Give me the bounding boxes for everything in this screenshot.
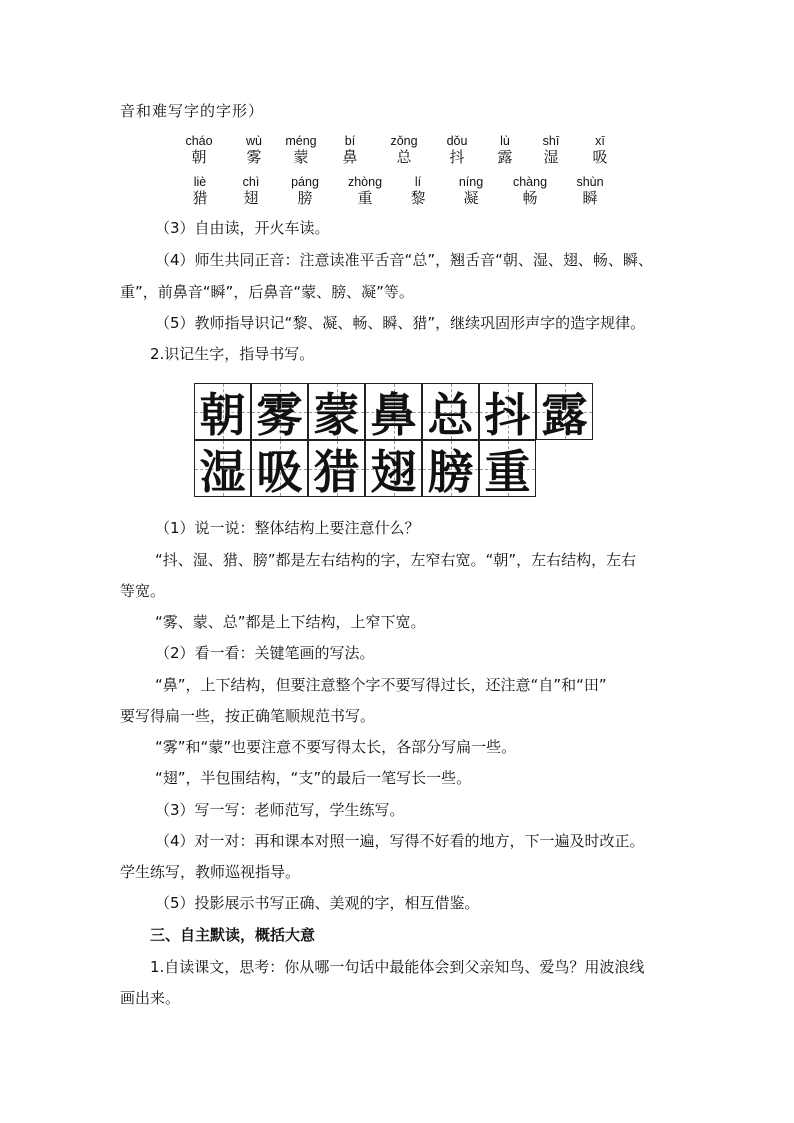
pinyin: chì [242,175,260,189]
pinyin: shī [542,134,560,148]
hanzi: 瞬 [582,189,598,207]
pinyin: chàng [512,175,548,189]
pinyin: dǒu [446,134,468,148]
pinyin-row-2 [0,175,794,215]
grid-character: 翅 [370,444,417,499]
grid-character: 露 [541,387,588,442]
hanzi: 翅 [243,189,259,207]
hanzi: 猎 [192,189,208,207]
pinyin: bí [344,134,356,148]
pinyin: lù [500,134,510,148]
hanzi: 朝 [191,148,207,166]
text-line: （5）教师指导识记“黎、凝、畅、瞬、猎”，继续巩固形声字的造字规律。 [155,314,646,332]
text-line: “雾”和“蒙”也要注意不要写得太长，各部分写扁一些。 [155,738,517,756]
grid-cell [251,440,308,497]
hanzi: 湿 [543,148,559,166]
text-line: 重”，前鼻音“瞬”，后鼻音“蒙、膀、凝”等。 [120,283,414,301]
hanzi: 雾 [246,148,262,166]
pinyin: cháo [185,134,213,148]
grid-cell [194,383,251,440]
text-line: （4）师生共同正音：注意读准平舌音“总”，翘舌音“朝、湿、翅、畅、瞬、 [155,251,653,269]
pinyin-item [565,134,635,166]
text-line: “雾、蒙、总”都是上下结构，上窄下宽。 [155,613,426,631]
pinyin-item [555,175,625,207]
hanzi: 鼻 [342,148,358,166]
pinyin: lí [414,175,422,189]
grid-cell [422,440,479,497]
hanzi: 重 [357,189,373,207]
grid-cell [365,383,422,440]
grid-cell [479,383,536,440]
section-heading: 三、自主默读，概括大意 [150,926,316,944]
pinyin: xī [595,134,605,148]
text-line: “鼻”，上下结构，但要注意整个字不要写得过长，还注意“自”和“田” [155,676,607,694]
hanzi: 蒙 [293,148,309,166]
text-line: 1.自读课文，思考：你从哪一句话中最能体会到父亲知鸟、爱鸟？用波浪线 [150,958,645,976]
text-line: “抖、湿、猎、膀”都是左右结构的字，左窄右宽。“朝”，左右结构，左右 [155,551,637,569]
grid-character: 重 [484,444,531,499]
grid-cell [194,440,251,497]
hanzi: 露 [497,148,513,166]
pinyin: zǒng [390,134,418,148]
grid-character: 蒙 [313,387,360,442]
text-line: 2.识记生字，指导书写。 [150,345,315,363]
pinyin: zhòng [347,175,383,189]
grid-character: 抖 [484,387,531,442]
hanzi: 抖 [449,148,465,166]
grid-character: 鼻 [370,387,417,442]
hanzi: 吸 [592,148,608,166]
text-line: （2）看一看：关键笔画的写法。 [155,644,375,662]
grid-character: 膀 [427,444,474,499]
text-line: 要写得扁一些，按正确笔顺规范书写。 [120,707,376,725]
text-line: （3）写一写：老师范写，学生练写。 [155,801,405,819]
grid-character: 朝 [199,387,246,442]
text-line: “翅”，半包围结构，“支”的最后一笔写长一些。 [155,769,472,787]
grid-character: 总 [427,387,474,442]
grid-cell [479,440,536,497]
grid-cell [422,383,479,440]
grid-cell [251,383,308,440]
intro-text: 音和难写字的字形） [120,102,265,120]
text-line: （1）说一说：整体结构上要注意什么？ [155,519,420,537]
pinyin-row-1 [0,134,794,174]
pinyin: méng [285,134,317,148]
character-writing-grid [194,383,599,499]
hanzi: 畅 [522,189,538,207]
pinyin: shùn [576,175,604,189]
hanzi: 总 [396,148,412,166]
grid-cell [308,440,365,497]
pinyin: páng [291,175,319,189]
hanzi: 膀 [297,189,313,207]
pinyin: liè [193,175,207,189]
pinyin: níng [458,175,484,189]
grid-cell [365,440,422,497]
pinyin: wù [246,134,262,148]
text-line: 学生练写，教师巡视指导。 [120,863,301,881]
grid-cell [308,383,365,440]
hanzi: 黎 [410,189,426,207]
text-line: （3）自由读，开火车读。 [155,219,330,237]
grid-character: 猎 [313,444,360,499]
grid-cell [536,383,593,440]
grid-character: 吸 [256,444,303,499]
text-line: （4）对一对：再和课本对照一遍，写得不好看的地方，下一遍及时改正。 [155,832,645,850]
grid-character: 湿 [199,444,246,499]
hanzi: 凝 [463,189,479,207]
text-line: 等宽。 [120,582,166,600]
text-line: （5）投影展示书写正确、美观的字，相互借鉴。 [155,894,480,912]
grid-character: 雾 [256,387,303,442]
text-line: 画出来。 [120,989,181,1007]
